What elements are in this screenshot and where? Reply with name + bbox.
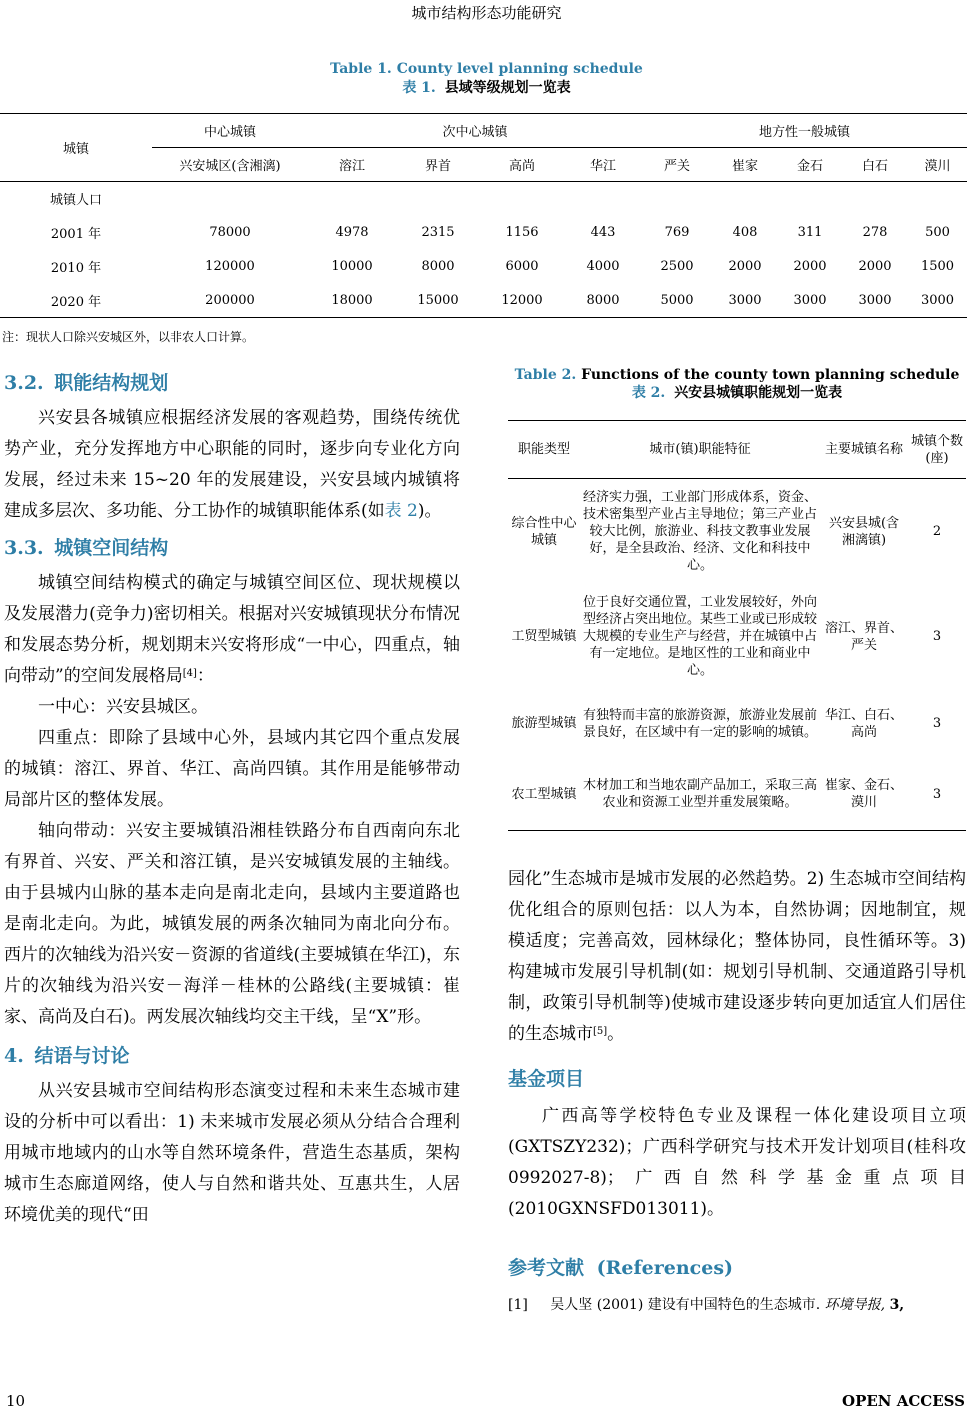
table2: [508, 420, 966, 831]
table1-note: 注：现状人口除兴安城区外，以非农人口计算。: [2, 330, 255, 344]
table2-count: 3: [932, 716, 942, 731]
running-head: 城市结构形态功能研究: [411, 4, 562, 22]
paragraph: 广西高等学校特色专业及课程一体化建设项目立项(GXTSZY232)；广西科学研究与技术开发计划项目(桂科攻 0992027-8)；广西自然科学基金重点项目(2010GXNSFD013011)。: [508, 1106, 966, 1219]
table1-town-header: 高尚: [480, 148, 564, 182]
table1-cell: 2000: [728, 259, 762, 274]
table1-cell: 3000: [793, 292, 827, 308]
section-title: 职能结构规划: [54, 372, 169, 394]
table2-desc: 位于良好交通位置，工业发展较好，外向型经济占突出地位。某些工业或已形成较大规模的专业生产与经营，并在城镇中占有一定地位。是地区性的工业和商业中心。: [583, 595, 818, 678]
paragraph: [4, 568, 460, 692]
table2-count: 3: [932, 629, 942, 644]
table1-cell: 2315: [421, 225, 455, 240]
references-title-en: (References): [596, 1257, 734, 1279]
table1-year: 2001 年: [50, 227, 102, 242]
table-row: [0, 216, 967, 250]
table2-type: 农工型城镇: [511, 786, 577, 802]
reference-item: [508, 1290, 966, 1321]
section-number: 3.3.: [4, 537, 44, 559]
references-title-zh: 参考文献: [508, 1257, 585, 1279]
table1-cell: 278: [862, 225, 888, 240]
table2-towns: 崔家、金石、漠川: [824, 778, 903, 811]
table1-caption-en-label: Table 1.: [330, 61, 392, 77]
table1-cell: 15000: [417, 292, 459, 308]
table2-caption: [508, 366, 966, 402]
table1-cell: 2000: [858, 259, 892, 274]
table2-header: 城镇个数(座): [908, 421, 966, 479]
table1-cell: 8000: [421, 259, 455, 274]
table1-group-subcenter: 次中心城镇: [442, 125, 508, 140]
table-row: [508, 689, 966, 759]
table1-cell: 1500: [920, 259, 955, 274]
table1-cell: 5000: [660, 292, 694, 308]
table1-cell: 200000: [205, 292, 255, 308]
table1-corner: 城镇: [0, 114, 152, 182]
table1-group-center: 中心城镇: [203, 125, 256, 140]
table2-towns: 兴安县城(含湘漓镇): [828, 515, 900, 548]
reference-text: 吴人坚 (2001) 建设有中国特色的生态城市.: [550, 1297, 821, 1313]
table1-cell: 443: [590, 225, 616, 240]
table1-town-header: 漠川: [908, 148, 967, 182]
paragraph: 轴向带动：兴安主要城镇沿湘桂铁路分布自西南向东北有界首、兴安、严关和溶江镇，是兴安城镇发展的主轴线。由于县城内山脉的基本走向是南北走向，县域内主要道路也是南北走向。为此，城镇发展的两条次轴同为南北向分布。西片的次轴线为沿兴安－资源的省道线(主要城镇在华江)，东片的次轴线为沿兴安－海洋－桂林的公路线(主要城镇：崔家、高尚及白石)。两发展次轴线均交主干线，呈“X”形。: [4, 821, 460, 1027]
table2-caption-zh: [508, 384, 966, 402]
paragraph-text: 。: [607, 1024, 625, 1044]
table2-caption-en: [508, 366, 966, 384]
table1-cell: 311: [797, 225, 823, 240]
table1-cell: 2000: [793, 259, 827, 274]
paragraph: 一中心：兴安县城区。: [38, 697, 208, 717]
table1-cell: 769: [664, 225, 690, 240]
table2-desc: 经济实力强，工业部门形成体系，资金、技术密集型产业占主导地位；第三产业占较大比例，旅游业、科技文教事业发展好，是全县政治、经济、文化和科技中心。: [583, 490, 818, 574]
left-column: [4, 368, 460, 1231]
table1-section-label: 城镇人口: [49, 193, 102, 209]
table1-cell: 1156: [505, 225, 539, 240]
reference-number: [1]: [508, 1297, 528, 1313]
table2-towns: 溶江、界首、严关: [824, 620, 903, 653]
reference-journal: 环境导报,: [824, 1297, 886, 1313]
table2-caption-zh-text: 兴安县城镇职能规划一览表: [674, 385, 843, 401]
table1-cell: 6000: [505, 259, 539, 274]
table1-group-local: 地方性一般城镇: [758, 125, 850, 140]
table1-cell: 3000: [858, 292, 892, 308]
table1: [0, 113, 967, 318]
table-row: [0, 284, 967, 318]
paragraph-text: 兴安县各城镇应根据经济发展的客观趋势，围绕传统优势产业，充分发挥地方中心职能的同时，逐步向专业化方向发展，经过未来 15~20 年的发展建设，兴安县域内城镇将建成多层次、多功能、分工协作的城镇职能体系(如: [4, 408, 460, 521]
table1-caption-zh-text: 县域等级规划一览表: [444, 80, 571, 96]
table1-town-header: 界首: [396, 148, 480, 182]
right-column: [508, 864, 966, 1321]
table1-caption-en-text: County level planning schedule: [396, 61, 643, 77]
fund-heading: 基金项目: [508, 1068, 585, 1090]
table1-town-header: 华江: [564, 148, 642, 182]
table1-cell: 4978: [335, 225, 369, 240]
paragraph: [508, 864, 966, 1050]
table-row: [508, 759, 966, 831]
references-heading: [508, 1253, 966, 1284]
table2-type: 综合性中心城镇: [511, 515, 577, 548]
table1-caption-en: [0, 60, 973, 78]
table-row: [508, 479, 966, 585]
table2-link[interactable]: 表 2: [384, 501, 418, 521]
reference-volume: 3,: [889, 1297, 905, 1313]
table1-town-header: 白石: [842, 148, 908, 182]
table1-cell: 12000: [501, 292, 543, 308]
paragraph-text: 园化”生态城市是城市发展的必然趋势。2) 生态城市空间结构优化组合的原则包括：以人为本，自然协调；因地制宜，规模适度；完善高效，园林绿化；整体协同，良性循环等。3) 构建城市发展引导机制(如：规划引导机制、交通道路引导机制，政策引导机制等)使城市建设逐步转向更加适宜人们居住的生态城市: [508, 869, 966, 1044]
paragraph-text: 城镇空间结构模式的确定与城镇空间区位、现状规模以及发展潜力(竞争力)密切相关。根据对兴安城镇现状分布情况和发展态势分析，规划期末兴安将形成“一中心，四重点，轴向带动”的空间发展格局: [4, 573, 460, 686]
table2-caption-en-text: Functions of the county town planning schedule: [581, 367, 960, 383]
table1-town-header: 严关: [642, 148, 712, 182]
table1-caption-zh: [0, 79, 973, 97]
table1-caption-zh-label: 表 1.: [402, 80, 436, 96]
paragraph-text: )。: [417, 501, 442, 521]
table1-cell: 10000: [331, 259, 373, 274]
section-number: 3.2.: [4, 372, 44, 394]
table2-type: 工贸型城镇: [511, 629, 577, 644]
table1-town-header: 溶江: [308, 148, 396, 182]
page-number: 10: [6, 1392, 26, 1410]
table2-caption-zh-label: 表 2.: [631, 385, 666, 401]
table2-header: 城市(镇)职能特征: [580, 421, 820, 479]
table2-type: 旅游型城镇: [511, 716, 577, 731]
table-row: [0, 250, 967, 284]
section-heading-3-3: [4, 533, 460, 564]
table1-town-header: 金石: [778, 148, 842, 182]
table1-cell: 3000: [920, 292, 955, 308]
paragraph-text: ：: [196, 666, 214, 686]
table2-header: 主要城镇名称: [820, 421, 908, 479]
table1-cell: 8000: [586, 292, 620, 308]
table-row: [508, 585, 966, 689]
table1-year: 2010 年: [50, 261, 102, 276]
paragraph: [4, 403, 460, 527]
table1-year: 2020 年: [50, 294, 102, 310]
table2-desc: 有独特而丰富的旅游资源，旅游业发展前景良好，在区域中有一定的影响的城镇。: [583, 707, 818, 740]
table1-cell: 4000: [586, 259, 620, 274]
table1-town-header: 崔家: [712, 148, 778, 182]
section-number: 4.: [4, 1045, 24, 1067]
table2-count: 3: [932, 786, 942, 802]
table1-cell: 500: [925, 225, 950, 240]
section-title: 结语与讨论: [34, 1045, 130, 1067]
table1-cell: 120000: [205, 259, 255, 274]
table2-header: 职能类型: [508, 421, 580, 479]
table1-cell: 408: [732, 225, 758, 240]
table1-cell: 18000: [331, 292, 373, 308]
table2-towns: 华江、白石、高尚: [824, 707, 903, 740]
table2-count: 2: [932, 524, 942, 540]
open-access-label: OPEN ACCESS: [842, 1392, 965, 1410]
citation[interactable]: [5]: [593, 1026, 608, 1037]
table2-desc: 木材加工和当地农副产品加工，采取三高农业和资源工业型并重发展策略。: [583, 778, 818, 811]
paragraph: 四重点：即除了县域中心外，县域内其它四个重点发展的城镇：溶江、界首、华江、高尚四镇。其作用是能够带动局部片区的整体发展。: [4, 728, 460, 810]
table1-town-header: 兴安城区(含湘漓): [152, 148, 308, 182]
table1-cell: 3000: [728, 292, 762, 308]
citation[interactable]: [4]: [182, 668, 197, 679]
paragraph: 从兴安县城市空间结构形态演变过程和未来生态城市建设的分析中可以看出：1) 未来城市发展必须从分结合合理利用城市地域内的山水等自然环境条件，营造生态基质，架构城市生态廊道网络，使人与自然和谐共处、互惠共生，人居环境优美的现代“田: [4, 1081, 460, 1225]
section-heading-4: [4, 1041, 460, 1072]
table1-cell: 78000: [209, 225, 251, 240]
section-heading-3-2: [4, 368, 460, 399]
section-title: 城镇空间结构: [54, 537, 169, 559]
table1-cell: 2500: [660, 259, 694, 274]
table2-caption-en-label: Table 2.: [514, 367, 577, 383]
